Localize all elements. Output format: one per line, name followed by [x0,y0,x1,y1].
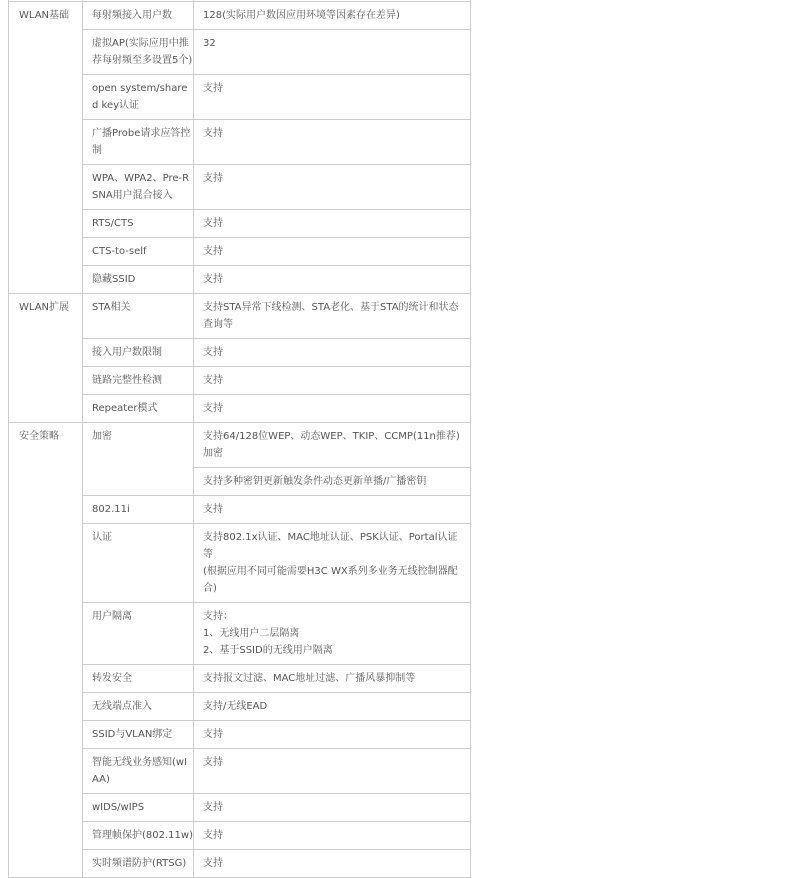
feature-cell [83,30,194,75]
value-cell [194,120,471,165]
feature-cell [83,75,194,120]
value-text: 支持/无线EAD [203,701,268,712]
value-cell [194,294,471,339]
category-label: WLAN基础 [19,10,70,21]
value-cell [194,524,471,603]
value-text: 支持 [203,274,223,285]
value-text: 支持 [203,802,223,813]
value-text: 支持 [203,504,223,515]
value-cell [194,749,471,794]
value-text: 支持 [203,375,223,386]
feature-label: 智能无线业务感知(wIAA) [92,757,188,785]
feature-label: WPA、WPA2、Pre-RSNA用户混合接入 [92,173,190,201]
value-cell [194,496,471,524]
feature-cell [83,238,194,266]
feature-cell [83,367,194,395]
value-text: 支持报文过滤、MAC地址过滤、广播风暴抑制等 [203,673,416,684]
value-text: 支持 [203,347,223,358]
value-cell [194,367,471,395]
value-text: 支持多种密钥更新触发条件动态更新单播/广播密钥 [203,476,427,487]
feature-cell [83,266,194,294]
value-cell [194,266,471,294]
feature-label: 转发安全 [92,673,132,684]
value-text: 支持 [203,246,223,257]
value-text: 支持802.1x认证、MAC地址认证、PSK认证、Portal认证等 (根据应用不同可能需要H3C WX系列多业务无线控制器配合) [203,532,458,594]
category-cell-wlan-extension [9,294,83,423]
value-cell [194,2,471,30]
feature-cell [83,165,194,210]
feature-label: 接入用户数限制 [92,347,162,358]
value-cell [194,603,471,665]
feature-cell [83,2,194,30]
feature-cell [83,665,194,693]
feature-cell [83,120,194,165]
feature-label: 管理帧保护(802.11w) [92,830,193,841]
category-cell-wlan-basic [9,2,83,294]
value-text: 支持 [203,729,223,740]
value-text: 32 [203,38,216,49]
value-text: 128(实际用户数因应用环境等因素存在差异) [203,10,400,21]
value-cell [194,339,471,367]
value-cell [194,850,471,878]
feature-label: Repeater模式 [92,403,158,414]
table-row [9,423,471,468]
feature-label: 用户隔离 [92,611,132,622]
value-text: 支持 [203,128,223,139]
value-cell [194,794,471,822]
category-label: WLAN扩展 [19,302,70,313]
value-text: 支持 [203,218,223,229]
feature-label: 认证 [92,532,112,543]
value-cell [194,423,471,468]
feature-cell [83,210,194,238]
table-row [9,294,471,339]
feature-cell [83,339,194,367]
feature-label: 802.11i [92,504,130,515]
feature-cell [83,423,194,496]
feature-label: 虚拟AP(实际应用中推荐每射频至多设置5个) [92,38,193,66]
value-cell [194,75,471,120]
value-cell [194,822,471,850]
feature-label: STA相关 [92,302,131,313]
value-text: 支持 [203,403,223,414]
feature-cell [83,822,194,850]
feature-label: wIDS/wIPS [92,802,145,813]
feature-label: 广播Probe请求应答控制 [92,128,191,156]
feature-cell [83,395,194,423]
feature-label: 每射频接入用户数 [92,10,172,21]
value-cell [194,238,471,266]
value-cell [194,665,471,693]
spec-table [8,0,471,878]
value-cell [194,210,471,238]
feature-label: 隐藏SSID [92,274,136,285]
value-text: 支持STA异常下线检测、STA老化、基于STA的统计和状态查询等 [203,302,459,330]
feature-cell [83,294,194,339]
table-row [9,2,471,30]
category-cell-security-policy [9,423,83,878]
value-cell [194,468,471,496]
value-text: 支持64/128位WEP、动态WEP、TKIP、CCMP(11n推荐)加密 [203,431,460,459]
value-cell [194,30,471,75]
value-text: 支持 [203,173,223,184]
value-cell [194,721,471,749]
value-cell [194,395,471,423]
value-cell [194,693,471,721]
feature-label: 加密 [92,431,112,442]
value-text: 支持： 1、无线用户二层隔离 2、基于SSID的无线用户隔离 [203,611,333,656]
feature-cell [83,794,194,822]
feature-cell [83,693,194,721]
feature-label: 实时频谱防护(RTSG) [92,858,187,869]
feature-label: SSID与VLAN绑定 [92,729,173,740]
category-label: 安全策略 [19,431,59,442]
value-text: 支持 [203,83,223,94]
value-text: 支持 [203,858,223,869]
value-text: 支持 [203,757,223,768]
feature-label: 无线端点准入 [92,701,152,712]
feature-label: RTS/CTS [92,218,134,229]
feature-cell [83,850,194,878]
feature-cell [83,749,194,794]
value-cell [194,165,471,210]
feature-cell [83,721,194,749]
feature-label: open system/shared key认证 [92,83,188,111]
feature-cell [83,603,194,665]
value-text: 支持 [203,830,223,841]
feature-cell [83,496,194,524]
feature-label: 链路完整性检测 [92,375,162,386]
feature-label: CTS-to-self [92,246,147,257]
feature-cell [83,524,194,603]
